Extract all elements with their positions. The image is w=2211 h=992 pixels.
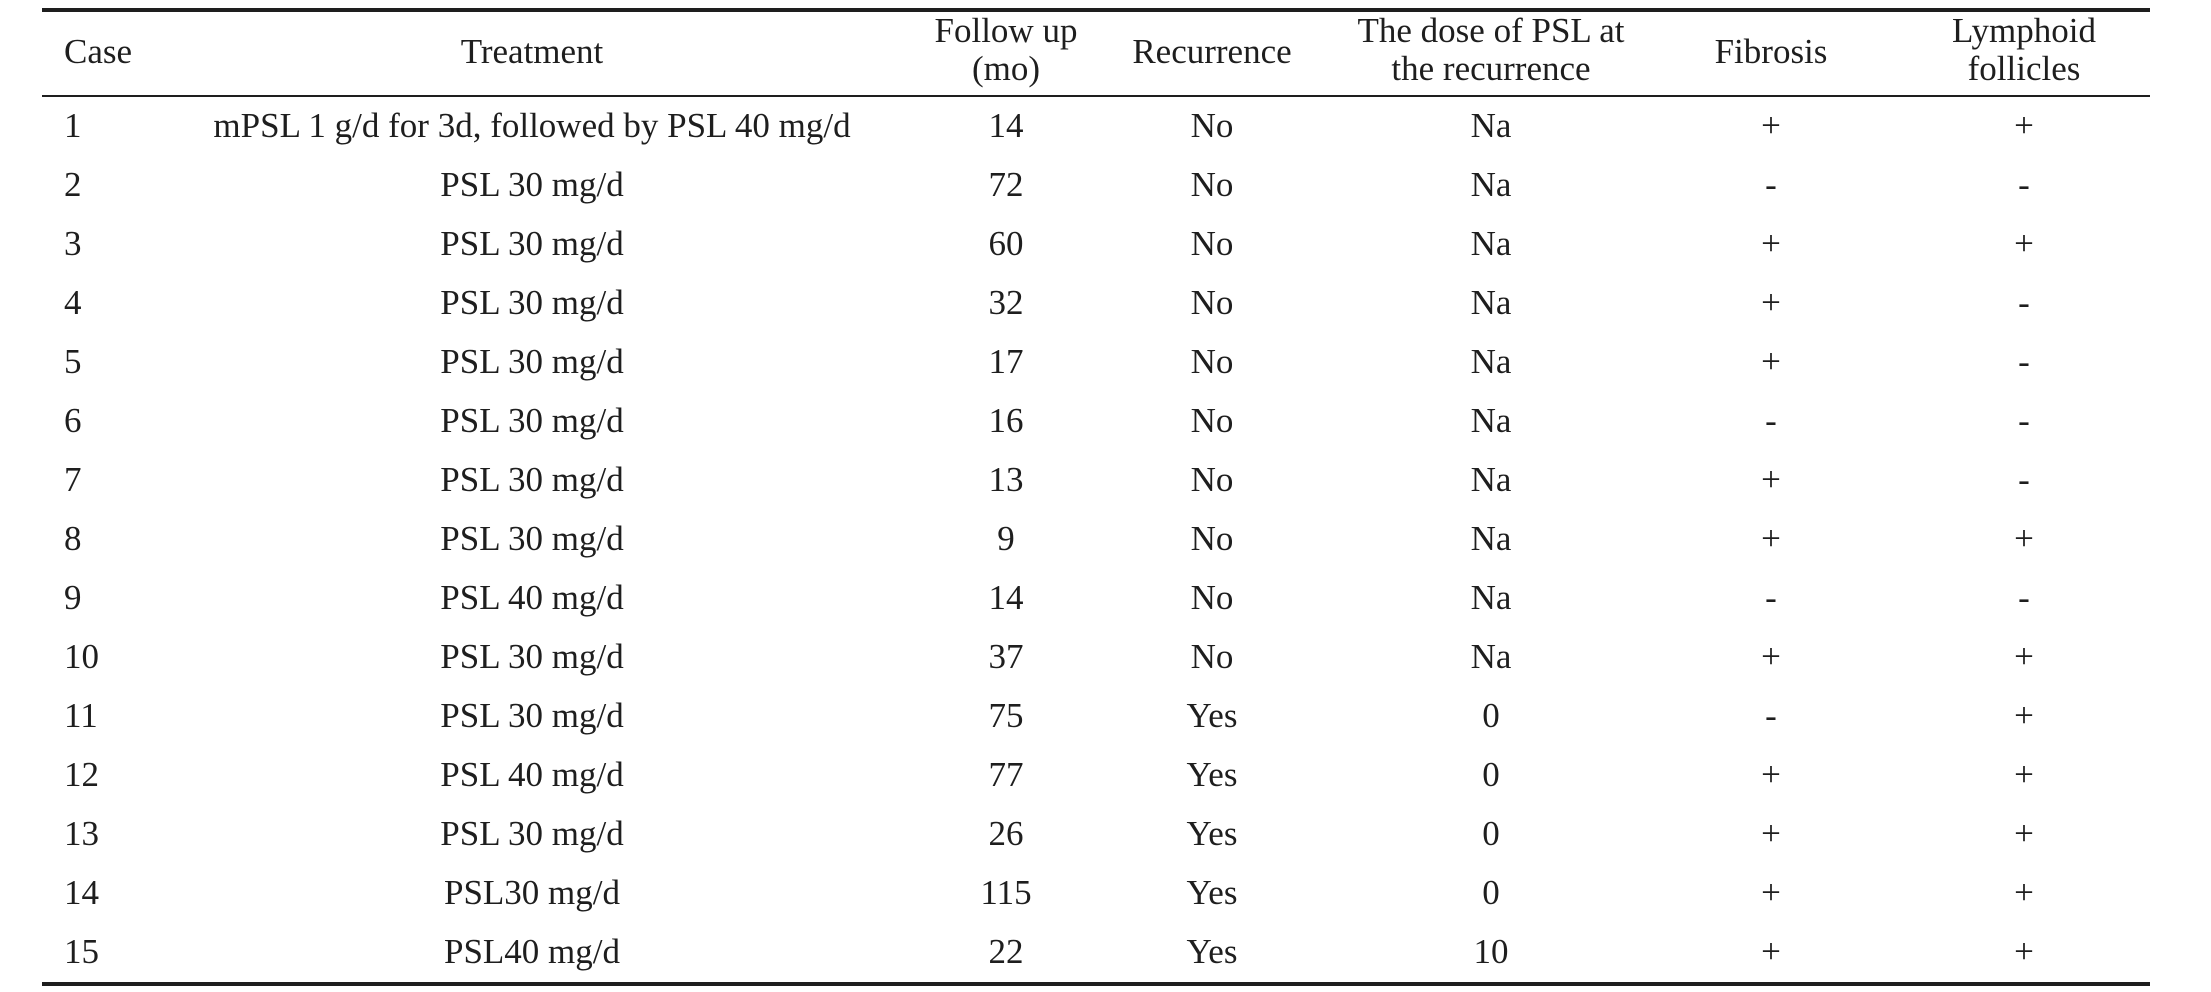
- cell-recurrence: No: [1190, 519, 1234, 558]
- cell-fibrosis: +: [1761, 755, 1781, 794]
- cell-case: 8: [64, 519, 82, 558]
- cell-dose: 0: [1482, 873, 1500, 912]
- header-treatment: Treatment: [460, 32, 604, 71]
- cell-treatment: PSL 30 mg/d: [440, 224, 624, 263]
- cell-dose: Na: [1470, 401, 1512, 440]
- header-follow-up: [935, 12, 1078, 88]
- cell-lymphoid: -: [2018, 460, 2030, 499]
- cell-follow-up: 14: [988, 106, 1024, 145]
- cell-recurrence: No: [1190, 283, 1234, 322]
- cell-follow-up: 26: [988, 814, 1024, 853]
- cell-recurrence: Yes: [1186, 873, 1238, 912]
- cell-lymphoid: -: [2018, 342, 2030, 381]
- cell-case: 3: [64, 224, 82, 263]
- cell-fibrosis: +: [1761, 342, 1781, 381]
- cell-recurrence: No: [1190, 637, 1234, 676]
- cell-case: 11: [64, 696, 98, 735]
- cell-treatment: PSL 30 mg/d: [440, 165, 624, 204]
- cell-recurrence: Yes: [1186, 814, 1238, 853]
- cell-fibrosis: +: [1761, 519, 1781, 558]
- cell-case: 14: [64, 873, 99, 912]
- cell-dose: 0: [1482, 755, 1500, 794]
- cell-case: 4: [64, 283, 82, 322]
- cell-fibrosis: +: [1761, 106, 1781, 145]
- cell-follow-up: 32: [988, 283, 1024, 322]
- header-lymphoid-follicles: [1952, 12, 2096, 88]
- cell-case: 10: [64, 637, 99, 676]
- header-lymphoid-line2: follicles: [1967, 49, 2081, 88]
- cell-case: 6: [64, 401, 82, 440]
- cell-treatment: PSL40 mg/d: [443, 932, 621, 971]
- cell-lymphoid: +: [2014, 696, 2034, 735]
- header-dose-line2: the recurrence: [1391, 49, 1591, 88]
- cell-follow-up: 13: [988, 460, 1024, 499]
- cell-dose: 10: [1473, 932, 1509, 971]
- cell-follow-up: 14: [988, 578, 1024, 617]
- cell-fibrosis: +: [1761, 637, 1781, 676]
- cell-lymphoid: -: [2018, 578, 2030, 617]
- cell-recurrence: No: [1190, 460, 1234, 499]
- cell-case: 13: [64, 814, 99, 853]
- cell-fibrosis: +: [1761, 814, 1781, 853]
- cell-case: 1: [64, 106, 82, 145]
- cell-case: 9: [64, 578, 82, 617]
- cell-treatment: PSL 30 mg/d: [440, 637, 624, 676]
- cell-treatment: PSL 30 mg/d: [440, 460, 624, 499]
- cell-lymphoid: +: [2014, 106, 2034, 145]
- cell-dose: Na: [1470, 165, 1512, 204]
- header-follow-up-line1: Follow up: [934, 11, 1078, 50]
- cell-treatment: PSL 30 mg/d: [440, 401, 624, 440]
- cell-recurrence: No: [1190, 401, 1234, 440]
- cell-treatment: PSL 30 mg/d: [440, 814, 624, 853]
- header-dose: [1358, 12, 1625, 88]
- table-bottom-rule: [42, 982, 2150, 986]
- cell-recurrence: No: [1190, 578, 1234, 617]
- cell-fibrosis: -: [1765, 578, 1777, 617]
- cell-follow-up: 16: [988, 401, 1024, 440]
- cell-lymphoid: +: [2014, 873, 2034, 912]
- cell-follow-up: 60: [988, 224, 1024, 263]
- cell-dose: Na: [1470, 106, 1512, 145]
- cell-follow-up: 75: [988, 696, 1024, 735]
- table-header-rule: [42, 95, 2150, 97]
- cell-recurrence: No: [1190, 224, 1234, 263]
- cell-recurrence: Yes: [1186, 755, 1238, 794]
- header-fibrosis: Fibrosis: [1714, 32, 1828, 71]
- cell-dose: Na: [1470, 342, 1512, 381]
- cell-case: 5: [64, 342, 82, 381]
- cell-fibrosis: -: [1765, 165, 1777, 204]
- cell-treatment: PSL30 mg/d: [443, 873, 621, 912]
- cell-recurrence: Yes: [1186, 932, 1238, 971]
- cell-lymphoid: +: [2014, 755, 2034, 794]
- cell-follow-up: 77: [988, 755, 1024, 794]
- cell-recurrence: Yes: [1186, 696, 1238, 735]
- cell-case: 2: [64, 165, 82, 204]
- cell-follow-up: 9: [997, 519, 1015, 558]
- cell-recurrence: No: [1190, 342, 1234, 381]
- cell-case: 15: [64, 932, 99, 971]
- cell-fibrosis: -: [1765, 401, 1777, 440]
- cell-dose: Na: [1470, 224, 1512, 263]
- cell-dose: Na: [1470, 460, 1512, 499]
- cell-follow-up: 37: [988, 637, 1024, 676]
- cell-fibrosis: +: [1761, 873, 1781, 912]
- cell-fibrosis: +: [1761, 460, 1781, 499]
- cell-dose: Na: [1470, 578, 1512, 617]
- cell-treatment: PSL 30 mg/d: [440, 283, 624, 322]
- cell-treatment: PSL 30 mg/d: [440, 519, 624, 558]
- cell-treatment: PSL 40 mg/d: [440, 755, 624, 794]
- cell-treatment: PSL 30 mg/d: [440, 342, 624, 381]
- header-follow-up-line2: (mo): [971, 49, 1041, 88]
- cell-treatment: PSL 30 mg/d: [440, 696, 624, 735]
- cell-treatment: PSL 40 mg/d: [440, 578, 624, 617]
- cell-recurrence: No: [1190, 165, 1234, 204]
- cell-follow-up: 17: [988, 342, 1024, 381]
- cell-lymphoid: +: [2014, 637, 2034, 676]
- cell-follow-up: 72: [988, 165, 1024, 204]
- cell-dose: 0: [1482, 696, 1500, 735]
- cell-follow-up: 115: [980, 873, 1032, 912]
- cell-fibrosis: +: [1761, 224, 1781, 263]
- cell-follow-up: 22: [988, 932, 1024, 971]
- header-dose-line1: The dose of PSL at: [1357, 11, 1625, 50]
- cell-fibrosis: -: [1765, 696, 1777, 735]
- cell-fibrosis: +: [1761, 932, 1781, 971]
- cell-dose: Na: [1470, 283, 1512, 322]
- cell-lymphoid: -: [2018, 401, 2030, 440]
- cell-case: 12: [64, 755, 99, 794]
- cell-lymphoid: -: [2018, 165, 2030, 204]
- cell-lymphoid: +: [2014, 519, 2034, 558]
- cell-case: 7: [64, 460, 82, 499]
- cell-lymphoid: +: [2014, 224, 2034, 263]
- cell-dose: 0: [1482, 814, 1500, 853]
- cell-treatment: mPSL 1 g/d for 3d, followed by PSL 40 mg/d: [213, 106, 851, 145]
- cell-dose: Na: [1470, 519, 1512, 558]
- cell-recurrence: No: [1190, 106, 1234, 145]
- cell-lymphoid: +: [2014, 814, 2034, 853]
- cell-fibrosis: +: [1761, 283, 1781, 322]
- header-recurrence: Recurrence: [1132, 32, 1292, 71]
- cell-lymphoid: -: [2018, 283, 2030, 322]
- header-lymphoid-line1: Lymphoid: [1952, 11, 2096, 50]
- cell-lymphoid: +: [2014, 932, 2034, 971]
- header-case: Case: [64, 32, 133, 71]
- table-top-rule: [42, 8, 2150, 12]
- cell-dose: Na: [1470, 637, 1512, 676]
